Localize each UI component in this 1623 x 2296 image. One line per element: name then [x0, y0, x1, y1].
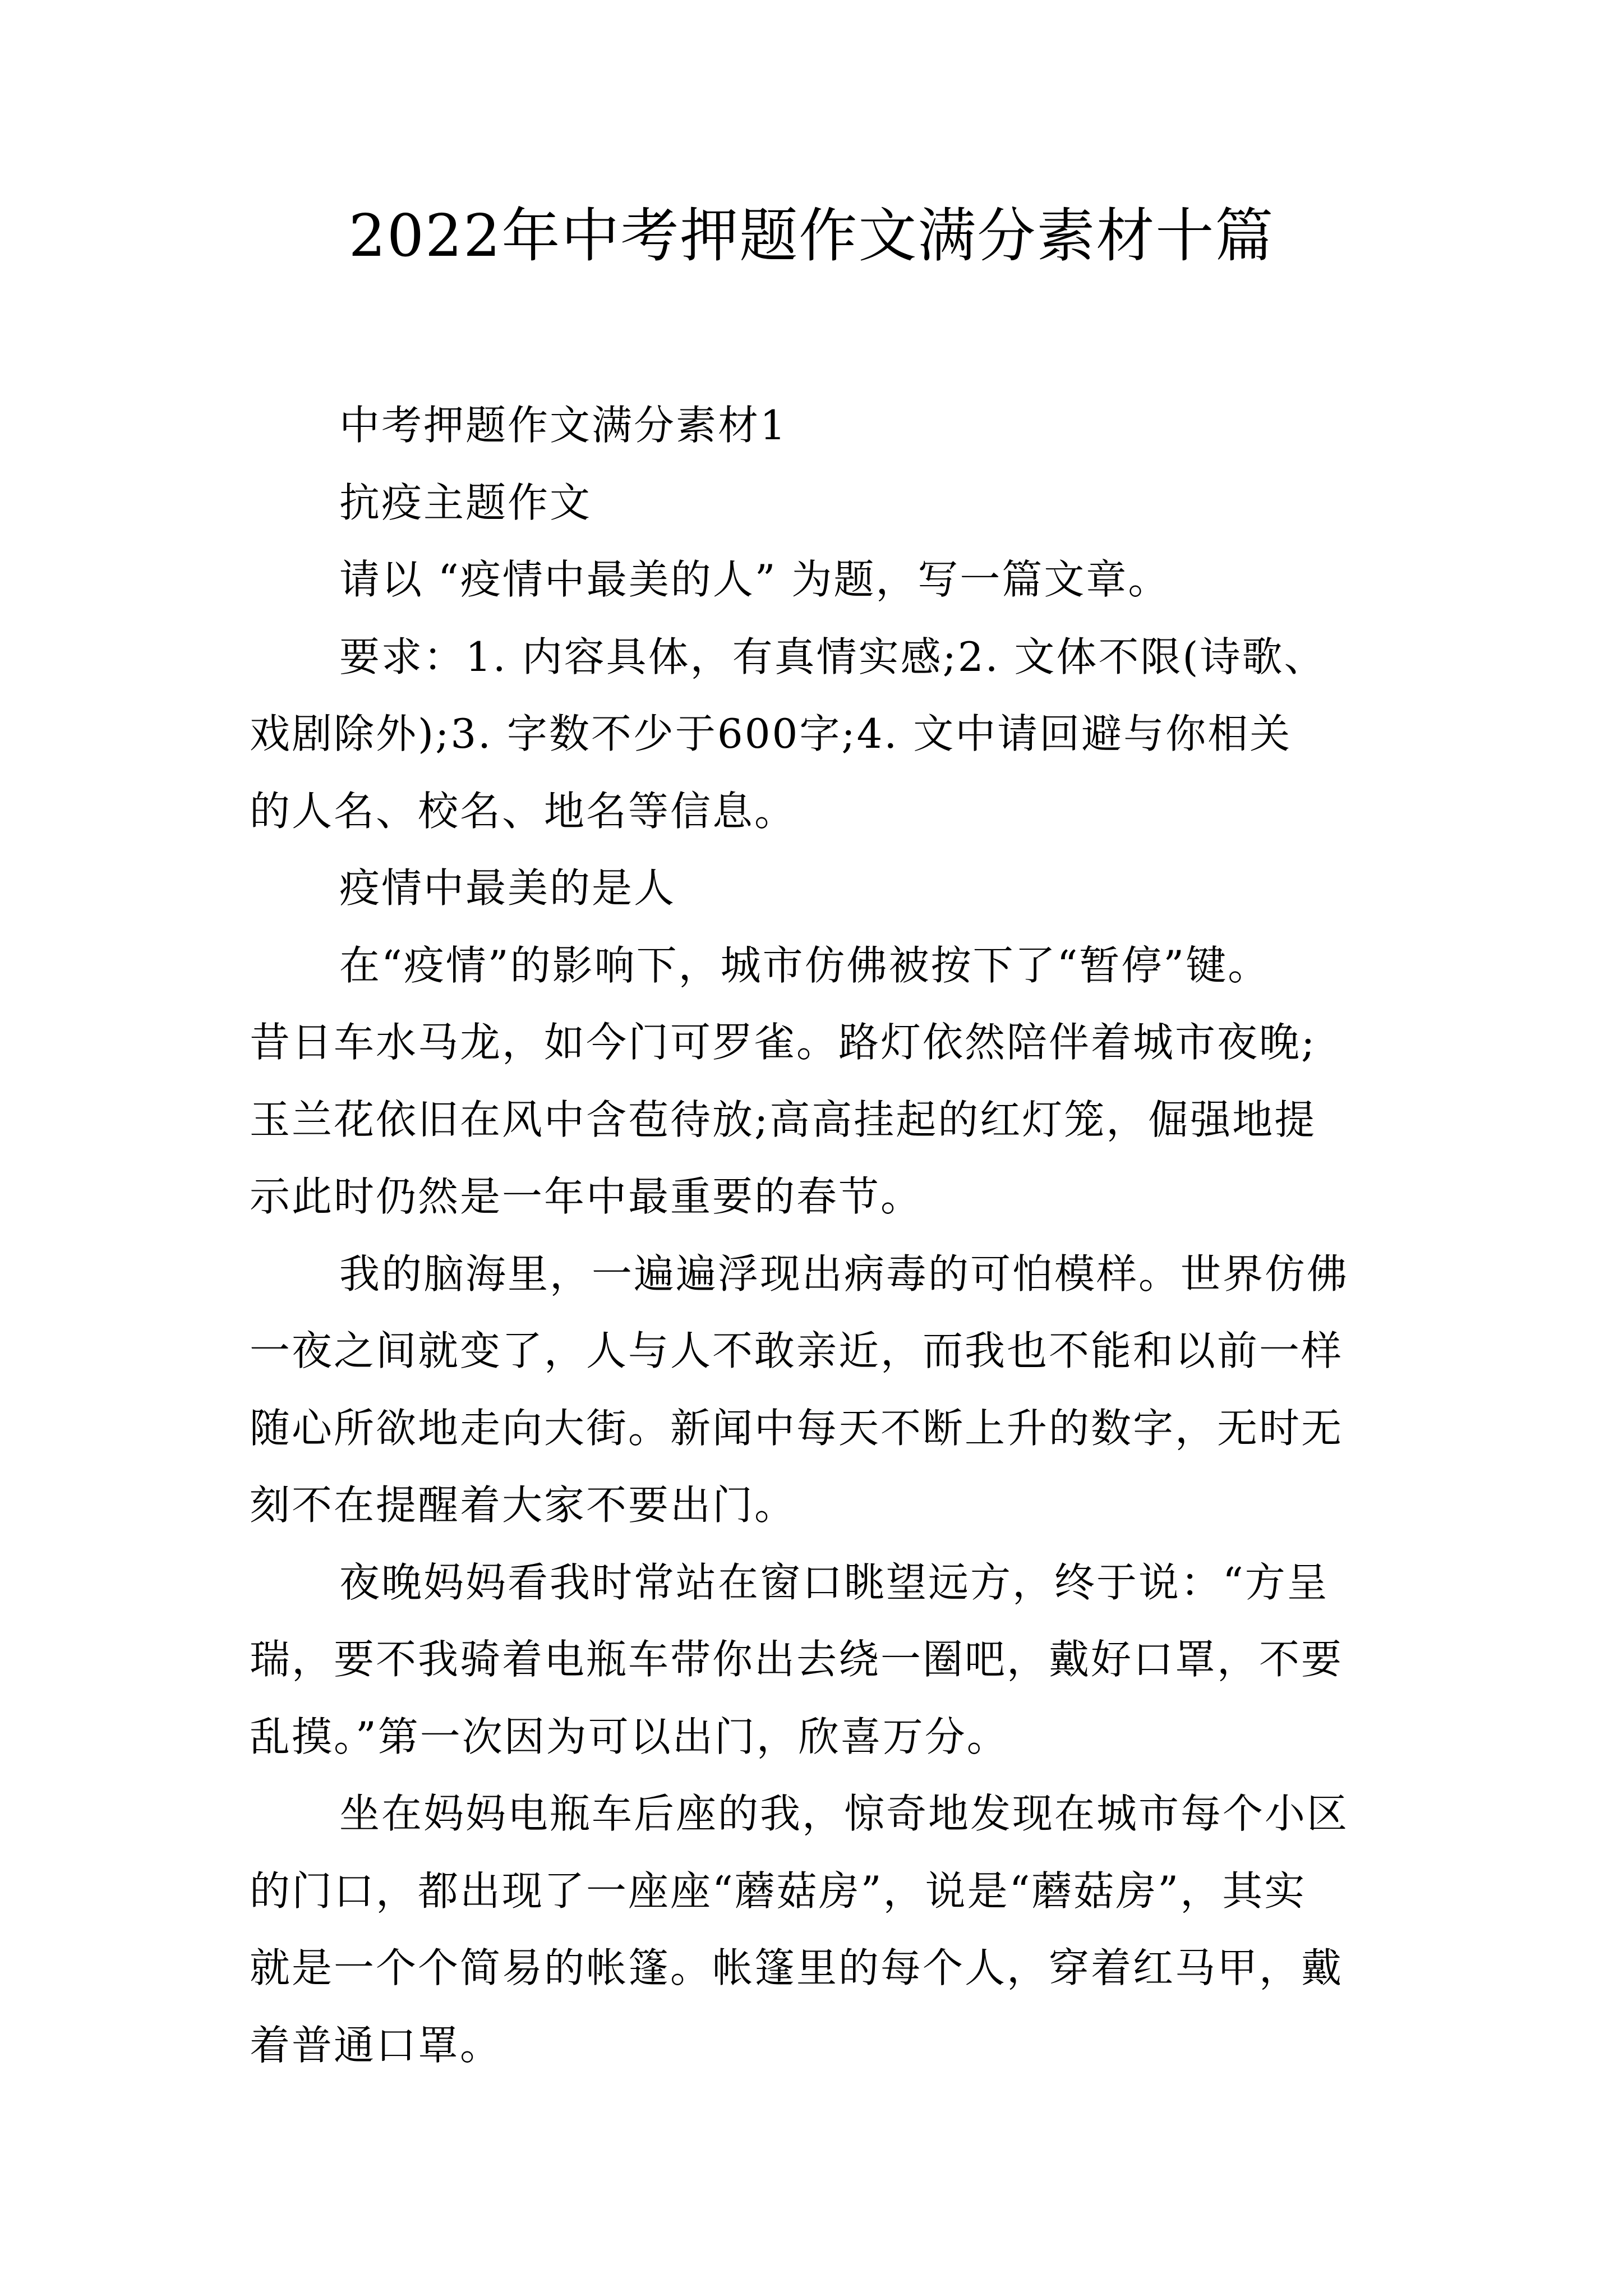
- text-line: 要求：1. 内容具体，有真情实感;2. 文体不限(诗歌、: [339, 633, 1326, 680]
- text-line: 乱摸。”第一次因为可以出门，欣喜万分。: [250, 1713, 1009, 1760]
- text-line: 示此时仍然是一年中最重要的春节。: [250, 1173, 923, 1220]
- text-line: 在“疫情”的影响下，城市仿佛被按下了“暂停”键。: [339, 941, 1270, 989]
- text-line: 刻不在提醒着大家不要出门。: [250, 1481, 797, 1529]
- text-line: 的门口，都出现了一座座“蘑菇房”，说是“蘑菇房”，其实: [250, 1867, 1307, 1915]
- document-body: [250, 387, 1394, 2084]
- text-line: 戏剧除外);3. 字数不少于600字;4. 文中请回避与你相关: [250, 710, 1292, 757]
- text-line: 疫情中最美的是人: [339, 864, 676, 912]
- text-line: 的人名、校名、地名等信息。: [250, 787, 797, 835]
- text-line: 坐在妈妈电瓶车后座的我，惊奇地发现在城市每个小区: [339, 1790, 1349, 1837]
- text-line: 一夜之间就变了，人与人不敢亲近，而我也不能和以前一样: [250, 1327, 1344, 1374]
- text-line: 着普通口罩。: [250, 2021, 502, 2069]
- text-line: 瑞，要不我骑着电瓶车带你出去绕一圈吧，戴好口罩，不要: [250, 1636, 1344, 1683]
- text-line: 夜晚妈妈看我时常站在窗口眺望远方，终于说：“方呈: [339, 1558, 1329, 1606]
- text-line: 抗疫主题作文: [339, 478, 592, 526]
- text-line: 中考押题作文满分素材1: [339, 402, 787, 449]
- document-title: 2022年中考押题作文满分素材十篇: [348, 201, 1275, 270]
- text-line: 昔日车水马龙，如今门可罗雀。路灯依然陪伴着城市夜晚;: [250, 1019, 1317, 1066]
- text-line: 我的脑海里，一遍遍浮现出病毒的可怕模样。世界仿佛: [339, 1250, 1349, 1297]
- text-line: 玉兰花依旧在风中含苞待放;高高挂起的红灯笼，倔强地提: [250, 1096, 1317, 1143]
- text-line: 请以 “疫情中最美的人” 为题，写一篇文章。: [339, 556, 1170, 603]
- text-line: 就是一个个简易的帐篷。帐篷里的每个人，穿着红马甲，戴: [250, 1944, 1344, 1991]
- text-line: 随心所欲地走向大街。新闻中每天不断上升的数字，无时无: [250, 1404, 1344, 1452]
